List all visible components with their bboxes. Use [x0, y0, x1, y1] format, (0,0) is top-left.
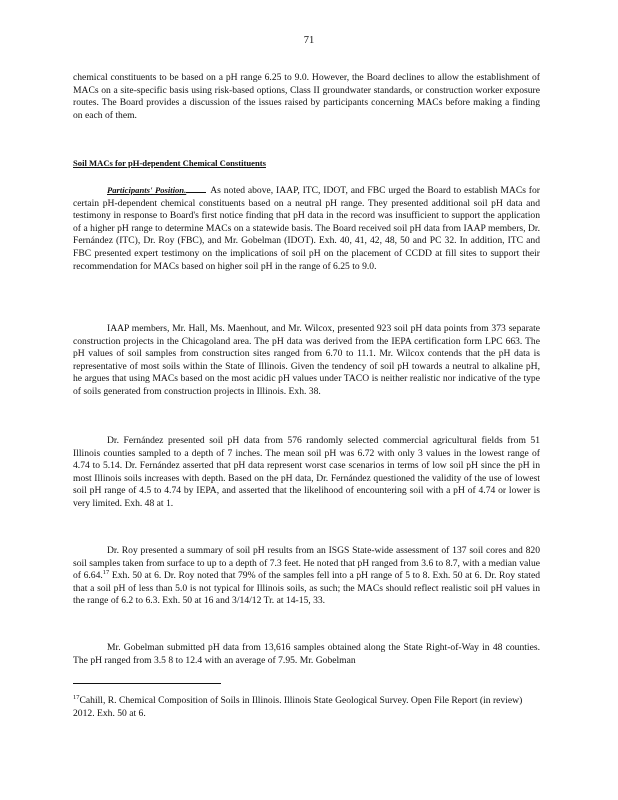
paragraph-roy — [73, 545, 540, 608]
paragraph-participants-position — [73, 184, 540, 273]
footnote-reference[interactable]: 17 — [102, 569, 110, 576]
footnote-text: Cahill, R. Chemical Composition of Soils in Illinois. Illinois State Geological Survey. Open File Report (in review) 2012. Exh. 50 at 6. — [73, 695, 523, 719]
paragraph-iaap-text: IAAP members, Mr. Hall, Ms. Maenhout, and Mr. Wilcox, presented 923 soil pH data points from 373 separate construction projects in the Chicagoland area. The pH data was derived from the IEPA certification form LPC 663. The pH values of soil samples from construction sites ranged from 6.70 to 11.1. Mr. Wilcox contends that the pH data is representative of most soils within the State of Illinois. Given the tendency of soil pH towards a neutral to alkaline pH, he argues that using MACs based on the most acidic pH values under TACO is neither realistic nor indicative of the type of soils generated from construction projects in Illinois. Exh. 38. — [73, 323, 540, 397]
paragraph-gobelman-text: Mr. Gobelman submitted pH data from 13,616 samples obtained along the State Right-of-Way in 48 counties. The pH ranged from 3.5 8 to 12.4 with an average of 7.95. Mr. Gobelman — [73, 642, 540, 666]
footnote-mark: 17 — [73, 693, 80, 701]
paragraph-fernandez-text: Dr. Fernández presented soil pH data from 576 randomly selected commercial agricultural fields from 51 Illinois counties sampled to a depth of 7 inches. The mean soil pH was 6.72 with only 3 values in the lowest range of 4.74 to 5.14. Dr. Fernández asserted that pH data represent worst case scenarios in terms of low soil pH since the pH in most Illinois soils increases with depth. Based on the pH data, Dr. Fernández questioned the validity of the use of lowest soil pH range of 4.5 to 4.74 by IEPA, and asserted that the likelihood of encountering soil with a pH of 4.74 or lower is very limited. Exh. 48 at 1. — [73, 435, 540, 509]
paragraph-iaap — [73, 323, 540, 399]
footnote — [73, 694, 540, 720]
page-number: 71 — [303, 35, 315, 46]
label-underline-extension — [186, 191, 206, 193]
footnote-divider — [73, 683, 221, 684]
paragraph-intro-text: chemical constituents to be based on a pH range 6.25 to 9.0. However, the Board declines to allow the establishment of MACs on a site-specific basis using risk-based options, Class II groundwater standards, or construction worker exposure routes. The Board provides a discussion of the issues raised by participants concerning MACs before making a finding on each of them. — [73, 72, 540, 121]
paragraph-intro — [73, 72, 540, 122]
participants-position-label: Participants' Position. — [107, 185, 187, 195]
paragraph-roy-text-b: Exh. 50 at 6. Dr. Roy noted that 79% of the samples fell into a pH range of 5 to 8. Exh. 50 at 6. Dr. Roy stated that a soil pH of less than 5.0 is not typical for Illinois soils, as such; the MACs should reflect realistic soil pH values in the range of 6.2 to 6.3. Exh. 50 at 16 and 3/14/12 Tr. at 14-15, 33. — [73, 570, 541, 607]
section-heading: Soil MACs for pH-dependent Chemical Constituents — [73, 158, 266, 168]
section-heading-row — [73, 157, 540, 171]
paragraph-fernandez — [73, 435, 540, 511]
paragraph-roy-text-a: Dr. Roy presented a summary of soil pH results from an ISGS State-wide assessment of 137 soil cores and 820 soil samples taken from surface to up to a depth of 7.3 feet. He noted that pH ranged from 3.6 to 8.7, with a median value of 6.64. — [73, 545, 540, 582]
paragraph-gobelman — [73, 642, 540, 667]
participants-position-text: As noted above, IAAP, ITC, IDOT, and FBC urged the Board to establish MACs for certain pH-dependent chemical constituents based on a neutral pH range. They presented additional soil pH data and testimony in response to Board's first notice finding that pH data in the record was insufficient to support the application of a higher pH range to determine MACs on a statewide basis. The Board received soil pH data from IAAP members, Dr. Fernández (ITC), Dr. Roy (FBC), and Mr. Gobelman (IDOT). Exh. 40, 41, 42, 48, 50 and PC 32. In addition, ITC and FBC presented expert testimony on the implications of soil pH on the placement of CCDD at fill sites to support their recommendation for MACs based on higher soil pH in the range of 6.25 to 9.0. — [73, 185, 540, 272]
